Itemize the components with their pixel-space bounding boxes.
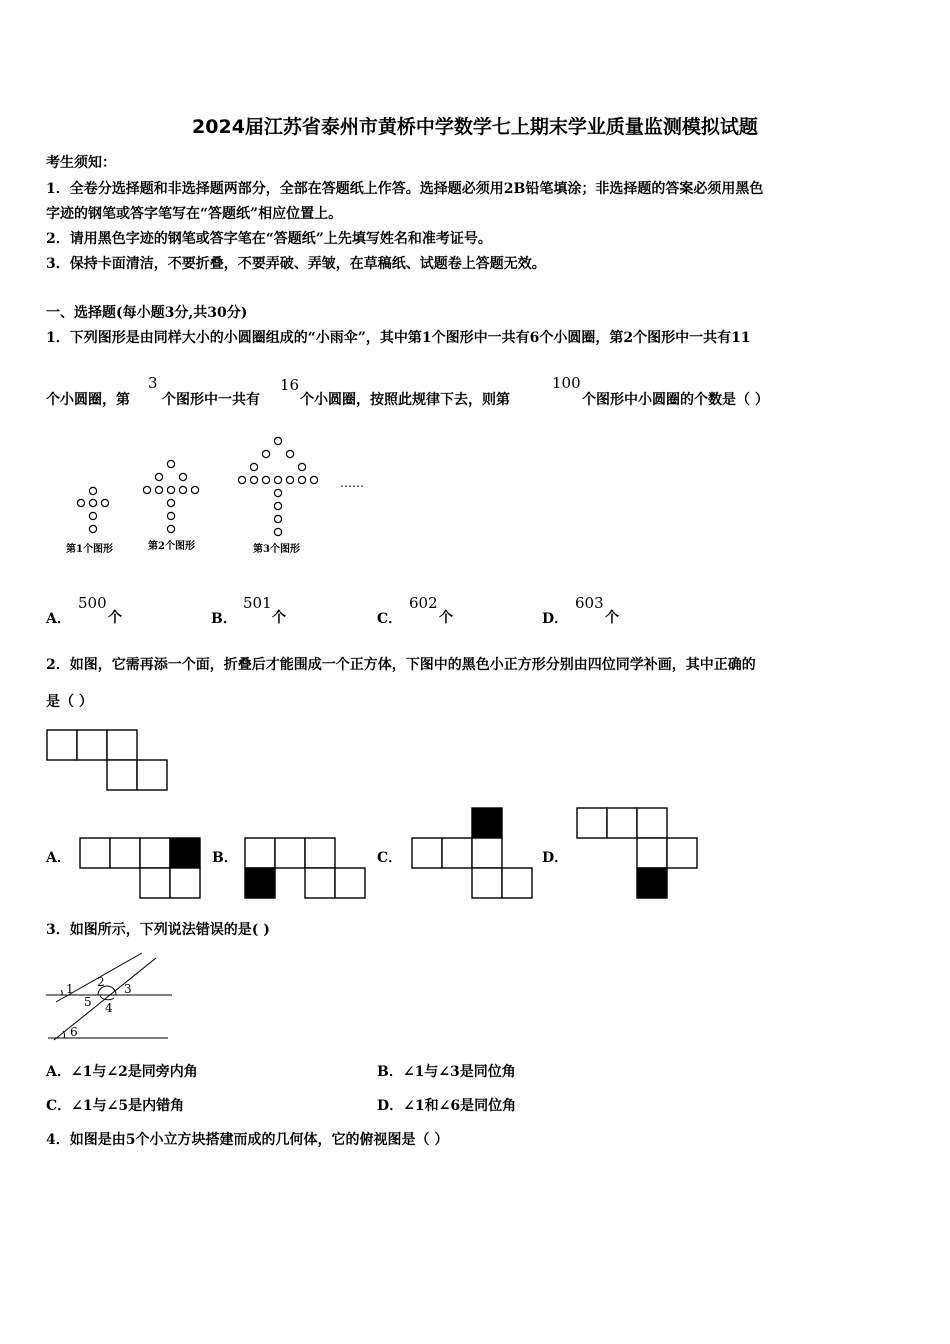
q1-option-a-unit: 个 <box>108 610 122 626</box>
q3-option-b[interactable]: B．∠1与∠3是同位角 <box>377 1064 516 1080</box>
q1-option-a-label[interactable]: A． <box>46 611 71 627</box>
section-heading: 一、选择题(每小题3分,共30分) <box>46 305 248 321</box>
q1-option-c-label[interactable]: C． <box>377 611 403 627</box>
q1-option-d-unit: 个 <box>605 610 619 626</box>
q1-option-b-value: 501 <box>243 594 272 612</box>
fig-caption-3: 第3个图形 <box>253 544 300 555</box>
q3-stem: 3．如图所示，下列说法错误的是( ) <box>46 922 270 938</box>
q1-option-b-label[interactable]: B． <box>211 611 237 627</box>
q1-option-a-value: 500 <box>78 594 107 612</box>
q1-line-2b: 个图形中一共有 <box>162 392 260 408</box>
page-title: 2024届江苏省泰州市黄桥中学数学七上期末学业质量监测模拟试题 <box>192 116 758 138</box>
q2-option-a[interactable]: A． <box>46 850 71 866</box>
notice-line-3: 3．保持卡面清洁，不要折叠，不要弄破、弄皱，在草稿纸、试题卷上答题无效。 <box>46 256 546 272</box>
q4-stem: 4．如图是由5个小立方块搭建而成的几何体，它的俯视图是（ ） <box>46 1132 449 1148</box>
angle-label-2: 2 <box>97 975 105 989</box>
q1-number-16: 16 <box>280 376 300 394</box>
angle-label-4: 4 <box>105 1001 113 1015</box>
notice-heading: 考生须知： <box>46 155 116 171</box>
q1-line-1: 1．下列图形是由同样大小的小圆圈组成的“小雨伞”，其中第1个图形中一共有6个小圆圈，第2个图形中一共有11 <box>46 330 751 346</box>
q3-option-a[interactable]: A．∠1与∠2是同旁内角 <box>46 1064 198 1080</box>
q1-option-c-value: 602 <box>409 594 438 612</box>
q1-number-3: 3 <box>148 374 158 392</box>
q3-option-d[interactable]: D．∠1和∠6是同位角 <box>377 1098 517 1114</box>
angle-label-3: 3 <box>124 982 132 996</box>
q2-option-d[interactable]: D． <box>542 850 569 866</box>
q3-option-c[interactable]: C．∠1与∠5是内错角 <box>46 1098 185 1114</box>
q1-number-100: 100 <box>552 374 581 392</box>
fig-caption-2: 第2个图形 <box>148 541 195 552</box>
q1-line-2d: 个图形中小圆圈的个数是（ ） <box>582 392 769 408</box>
q1-option-d-value: 603 <box>575 594 604 612</box>
fig-caption-1: 第1个图形 <box>66 544 113 555</box>
q2-option-c[interactable]: C． <box>377 850 403 866</box>
fig-ellipsis: …… <box>340 476 364 490</box>
q2-line-1: 2．如图，它需再添一个面，折叠后才能围成一个正方体，下图中的黑色小正方形分别由四位同学补画，其中正确的 <box>46 657 756 673</box>
q2-line-2: 是（ ） <box>46 694 93 710</box>
angle-label-5: 5 <box>84 995 92 1009</box>
q2-option-b[interactable]: B． <box>212 850 238 866</box>
angle-label-6: 6 <box>70 1025 78 1039</box>
q1-line-2a: 个小圆圈，第 <box>46 392 130 408</box>
notice-line-1b: 字迹的钢笔或答字笔写在“答题纸”相应位置上。 <box>46 206 343 222</box>
angle-label-1: 1 <box>66 982 74 996</box>
q1-option-c-unit: 个 <box>439 610 453 626</box>
notice-line-2: 2．请用黑色字迹的钢笔或答字笔在“答题纸”上先填写姓名和准考证号。 <box>46 231 492 247</box>
notice-line-1a: 1．全卷分选择题和非选择题两部分，全部在答题纸上作答。选择题必须用2B铅笔填涂；非选择题的答案必须用黑色 <box>46 181 764 197</box>
q1-option-b-unit: 个 <box>272 610 286 626</box>
q1-option-d-label[interactable]: D． <box>542 611 569 627</box>
q1-line-2c: 个小圆圈，按照此规律下去，则第 <box>300 392 510 408</box>
